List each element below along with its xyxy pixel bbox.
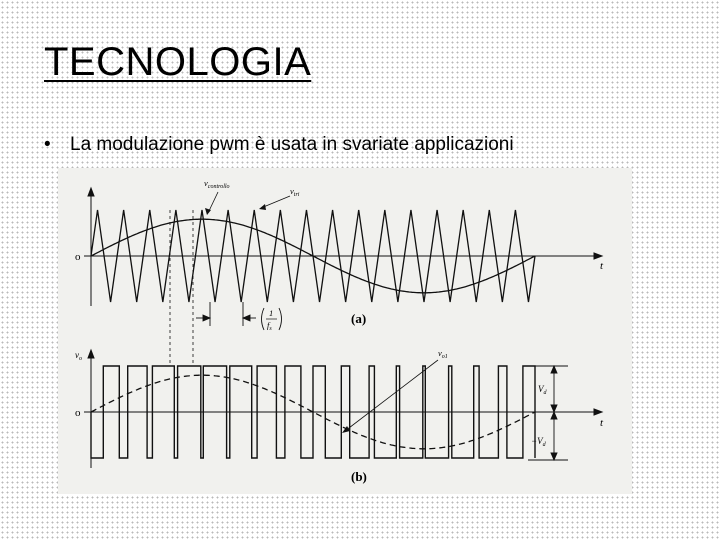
- fundamental-label-leader: [345, 360, 438, 431]
- output-label-base: v: [75, 350, 79, 360]
- tri-label-arrow: [259, 204, 266, 210]
- period-den-base: f: [267, 320, 270, 330]
- tri-label: [290, 186, 300, 198]
- period-label-num: 1: [269, 308, 274, 318]
- output-label: [75, 350, 82, 362]
- fundamental-label-sub: o1: [441, 354, 448, 360]
- period-arrow-head-right: [243, 315, 250, 321]
- panel-label-a: (a): [351, 311, 367, 326]
- time-label-b: t: [600, 417, 604, 429]
- pwm-diagram: [58, 168, 632, 494]
- period-bracket-right: [279, 308, 282, 330]
- output-label-sub: o: [79, 356, 82, 362]
- tri-label-sub: tri: [293, 192, 300, 198]
- fundamental-label-base: v: [438, 348, 442, 358]
- arrow-b-time: [594, 409, 602, 415]
- fundamental-label: [438, 348, 448, 360]
- bullet-item: [44, 134, 514, 156]
- bullet-marker: •: [44, 134, 51, 155]
- amp-pos-sub: d: [543, 390, 547, 396]
- panel-label-b: (b): [351, 469, 367, 484]
- slide-title: TECNOLOGIA: [44, 40, 312, 84]
- period-label-den: [267, 320, 272, 332]
- amp-neg-sub: d: [542, 442, 546, 448]
- control-label-base: v: [204, 178, 208, 188]
- control-label: [204, 178, 230, 190]
- period-bracket-left: [262, 308, 265, 330]
- amp-pos-label: [538, 384, 548, 396]
- arrow-a-vertical: [88, 188, 94, 196]
- control-label-sub: controllo: [207, 184, 230, 190]
- amp-arrow-top: [551, 366, 557, 373]
- period-arrow-head-left: [203, 315, 210, 321]
- origin-label-a: o: [75, 251, 81, 263]
- period-den-sub: s: [269, 326, 272, 332]
- amp-arrow-mid-down: [551, 412, 557, 419]
- time-label-a: t: [600, 260, 604, 272]
- bullet-text: La modulazione pwm è usata in svariate applicazioni: [70, 134, 514, 155]
- origin-label-b: o: [75, 407, 81, 419]
- amp-pos-base: V: [538, 384, 544, 394]
- amp-arrow-bottom: [551, 453, 557, 460]
- amp-neg-label: [531, 436, 547, 448]
- amp-neg-base: −V: [531, 436, 543, 446]
- tri-label-base: v: [290, 186, 294, 196]
- pwm-figure: [58, 168, 632, 494]
- arrow-a-time: [594, 253, 602, 259]
- arrow-b-vertical: [88, 350, 94, 358]
